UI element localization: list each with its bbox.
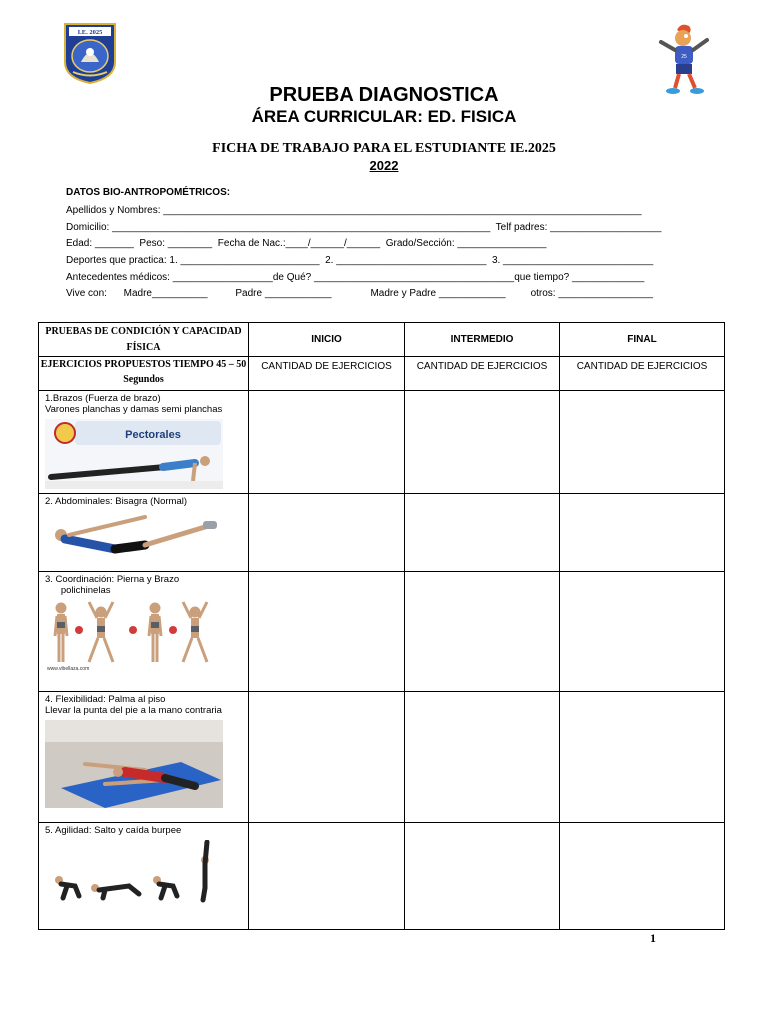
table-row bbox=[39, 572, 725, 692]
final-cell[interactable] bbox=[560, 391, 725, 494]
header-intermedio: INTERMEDIO bbox=[405, 323, 560, 357]
inicio-cell[interactable] bbox=[249, 572, 405, 692]
school-logo-text: I.E. 2025 bbox=[77, 29, 103, 36]
header-inicio: INICIO bbox=[249, 323, 405, 357]
exercise-label: 2. Abdominales: Bisagra (Normal) bbox=[45, 496, 188, 507]
inicio-cell[interactable] bbox=[249, 823, 405, 930]
school-logo bbox=[63, 22, 117, 84]
subheader-count-inicio: CANTIDAD DE EJERCICIOS bbox=[249, 357, 405, 391]
form-line-address[interactable]: Domicilio: ____________________________________________________________________ Telf padres: ____________________ bbox=[66, 222, 662, 233]
area-value: : ED. FISICA bbox=[417, 107, 517, 126]
subheader-count-intermedio: CANTIDAD DE EJERCICIOS bbox=[405, 357, 560, 391]
year-label: 2022 bbox=[369, 158, 399, 173]
pushup-image-caption: Pectorales bbox=[125, 429, 181, 441]
exercise-cell bbox=[39, 823, 249, 930]
final-cell[interactable] bbox=[560, 494, 725, 572]
situp-image bbox=[45, 511, 223, 559]
form-line-medical[interactable]: Antecedentes médicos: __________________de Qué? ____________________________________que tiempo? _____________ bbox=[66, 272, 645, 283]
exercise-label: 5. Agilidad: Salto y caída burpee bbox=[45, 825, 182, 836]
worksheet-title: FICHA DE TRABAJO PARA EL ESTUDIANTE IE.2025 bbox=[212, 141, 556, 156]
pushup-image bbox=[45, 419, 223, 489]
area-label: ÁREA CURRICULAR bbox=[251, 107, 418, 126]
table-row bbox=[39, 391, 725, 494]
table-row bbox=[39, 692, 725, 823]
area-heading bbox=[0, 107, 768, 127]
svg-text:25: 25 bbox=[681, 54, 687, 60]
intermedio-cell[interactable] bbox=[405, 494, 560, 572]
jumping-jacks-caption: www.vibellaza.com bbox=[47, 666, 90, 672]
jumping-jacks-image bbox=[45, 600, 223, 672]
exercise-label: 3. Coordinación: Pierna y Brazo polichinelas bbox=[45, 574, 180, 596]
inicio-cell[interactable] bbox=[249, 494, 405, 572]
form-line-age[interactable]: Edad: _______ Peso: ________ Fecha de Nac.:____/______/______ Grado/Sección: ________________ bbox=[66, 238, 547, 249]
form-line-lives-with[interactable]: Vive con: Madre__________ Padre ____________ Madre y Padre ____________ otros: _________________ bbox=[66, 288, 653, 299]
intermedio-cell[interactable] bbox=[405, 572, 560, 692]
flexibility-image bbox=[45, 720, 223, 808]
final-cell[interactable] bbox=[560, 572, 725, 692]
form-line-name[interactable]: Apellidos y Nombres: ______________________________________________________________________________________ bbox=[66, 205, 642, 216]
fitness-test-table bbox=[38, 322, 725, 930]
exercise-cell bbox=[39, 572, 249, 692]
header-final: FINAL bbox=[560, 323, 725, 357]
intermedio-cell[interactable] bbox=[405, 823, 560, 930]
page-number: 1 bbox=[650, 931, 656, 945]
exercise-cell bbox=[39, 391, 249, 494]
subheader-count-final: CANTIDAD DE EJERCICIOS bbox=[560, 357, 725, 391]
burpee-image bbox=[45, 840, 223, 906]
subheader-exercises: EJERCICIOS PROPUESTOS TIEMPO 45 – 50 Segundos bbox=[39, 357, 249, 391]
document-title: PRUEBA DIAGNOSTICA bbox=[269, 84, 499, 106]
exercise-label: 4. Flexibilidad: Palma al piso Llevar la punta del pie a la mano contraria bbox=[45, 694, 222, 716]
header-tests: PRUEBAS DE CONDICIÓN Y CAPACIDAD FÍSICA bbox=[39, 323, 249, 357]
form-line-sports[interactable]: Deportes que practica: 1. _________________________ 2. ___________________________ 3. ___________________________ bbox=[66, 255, 654, 266]
exercise-cell bbox=[39, 692, 249, 823]
final-cell[interactable] bbox=[560, 823, 725, 930]
inicio-cell[interactable] bbox=[249, 692, 405, 823]
final-cell[interactable] bbox=[560, 692, 725, 823]
intermedio-cell[interactable] bbox=[405, 391, 560, 494]
form-section-title: DATOS BIO-ANTROPOMÉTRICOS: bbox=[66, 187, 231, 198]
exercise-cell bbox=[39, 494, 249, 572]
inicio-cell[interactable] bbox=[249, 391, 405, 494]
table-row bbox=[39, 494, 725, 572]
exercise-label: 1.Brazos (Fuerza de brazo) Varones planchas y damas semi planchas bbox=[45, 393, 223, 415]
intermedio-cell[interactable] bbox=[405, 692, 560, 823]
table-row bbox=[39, 823, 725, 930]
